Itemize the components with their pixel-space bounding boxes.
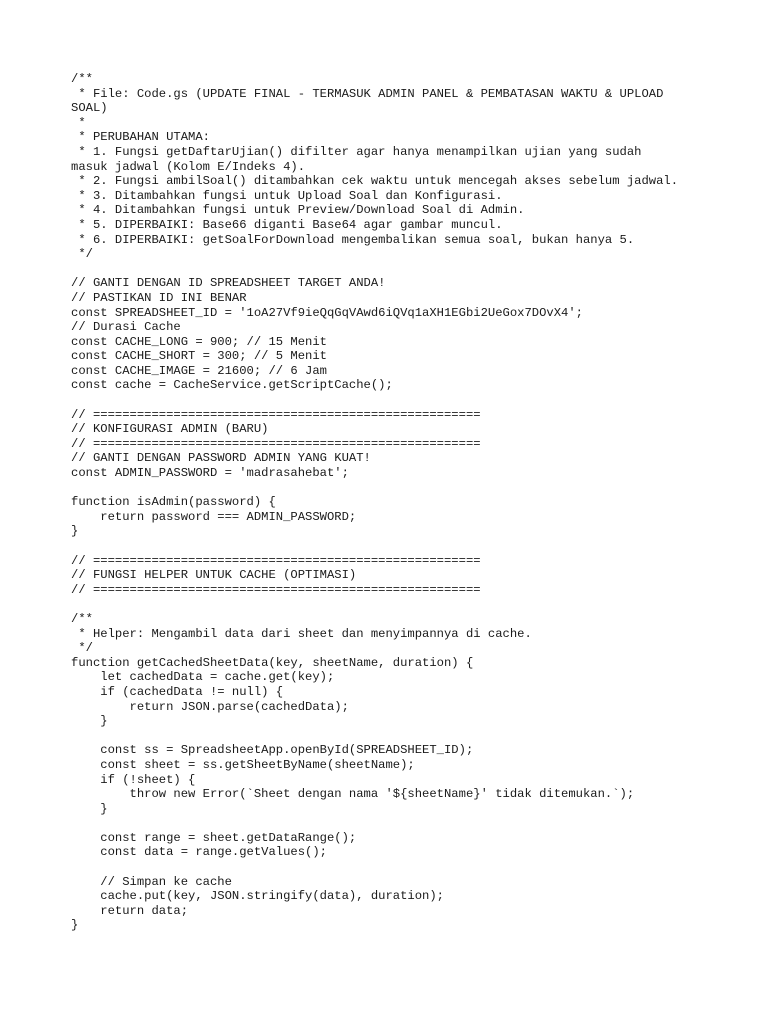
code-line: * 3. Ditambahkan fungsi untuk Upload Soal dan Konfigurasi. [71,188,503,203]
code-line: * [71,115,86,130]
code-line: const range = sheet.getDataRange(); [71,830,357,845]
code-line: } [71,524,79,539]
blank-line [71,393,731,408]
code-line: const ADMIN_PASSWORD = 'madrasahebat'; [71,466,349,481]
code-line: const SPREADSHEET_ID = '1oA27Vf9ieQqGqVAwd6iQVq1aXH1EGbi2UeGox7DOvX4'; [71,305,583,320]
blank-line [71,816,731,831]
code-line: */ [71,247,93,262]
blank-line [71,597,731,612]
code-line: } [71,801,108,816]
code-line: if (!sheet) { [71,772,196,787]
code-line: return JSON.parse(cachedData); [71,699,349,714]
code-line: masuk jadwal (Kolom E/Indeks 4). [71,159,306,174]
code-line: // ===================================================== [71,582,481,597]
code-line: /** [71,611,93,626]
code-line: return data; [71,903,189,918]
code-line: const sheet = ss.getSheetByName(sheetName); [71,757,415,772]
code-line: if (cachedData != null) { [71,684,284,699]
code-line: // Durasi Cache [71,320,181,335]
code-line: // ===================================================== [71,436,481,451]
blank-line [71,860,731,875]
blank-line [71,481,731,496]
code-line: cache.put(key, JSON.stringify(data), duration); [71,889,444,904]
code-line: */ [71,641,93,656]
code-line: * 2. Fungsi ambilSoal() ditambahkan cek waktu untuk mencegah akses sebelum jadwal. [71,174,679,189]
code-line: const CACHE_IMAGE = 21600; // 6 Jam [71,363,327,378]
code-line: function getCachedSheetData(key, sheetName, duration) { [71,655,474,670]
code-line: // ===================================================== [71,553,481,568]
code-line: * 4. Ditambahkan fungsi untuk Preview/Download Soal di Admin. [71,203,525,218]
code-line: // PASTIKAN ID INI BENAR [71,290,247,305]
blank-line [71,539,731,554]
code-line: const CACHE_SHORT = 300; // 5 Menit [71,349,327,364]
code-line: * 6. DIPERBAIKI: getSoalForDownload mengembalikan semua soal, bukan hanya 5. [71,232,635,247]
code-line: throw new Error(`Sheet dengan nama '${sheetName}' tidak ditemukan.`); [71,787,635,802]
blank-line [71,729,731,744]
code-line: return password === ADMIN_PASSWORD; [71,509,357,524]
code-line: * File: Code.gs (UPDATE FINAL - TERMASUK ADMIN PANEL & PEMBATASAN WAKTU & UPLOAD [71,86,664,101]
code-line: // KONFIGURASI ADMIN (BARU) [71,422,269,437]
code-line: const cache = CacheService.getScriptCache(); [71,378,393,393]
code-line: // GANTI DENGAN PASSWORD ADMIN YANG KUAT! [71,451,371,466]
code-line: // GANTI DENGAN ID SPREADSHEET TARGET ANDA! [71,276,386,291]
code-line: function isAdmin(password) { [71,495,276,510]
code-line: } [71,918,79,933]
code-line: // ===================================================== [71,407,481,422]
code-line: * 1. Fungsi getDaftarUjian() difilter agar hanya menampilkan ujian yang sudah [71,144,642,159]
code-line: } [71,714,108,729]
code-line: // FUNGSI HELPER UNTUK CACHE (OPTIMASI) [71,568,357,583]
code-line: * Helper: Mengambil data dari sheet dan menyimpannya di cache. [71,626,532,641]
code-line: // Simpan ke cache [71,874,232,889]
code-line: * 5. DIPERBAIKI: Base66 diganti Base64 agar gambar muncul. [71,217,503,232]
code-line: * PERUBAHAN UTAMA: [71,130,210,145]
code-line: const CACHE_LONG = 900; // 15 Menit [71,334,327,349]
code-listing [71,72,731,933]
code-line: const ss = SpreadsheetApp.openById(SPREADSHEET_ID); [71,743,474,758]
code-line: let cachedData = cache.get(key); [71,670,335,685]
code-line: const data = range.getValues(); [71,845,327,860]
blank-line [71,262,731,277]
code-line: /** [71,72,93,86]
code-line: SOAL) [71,101,108,116]
